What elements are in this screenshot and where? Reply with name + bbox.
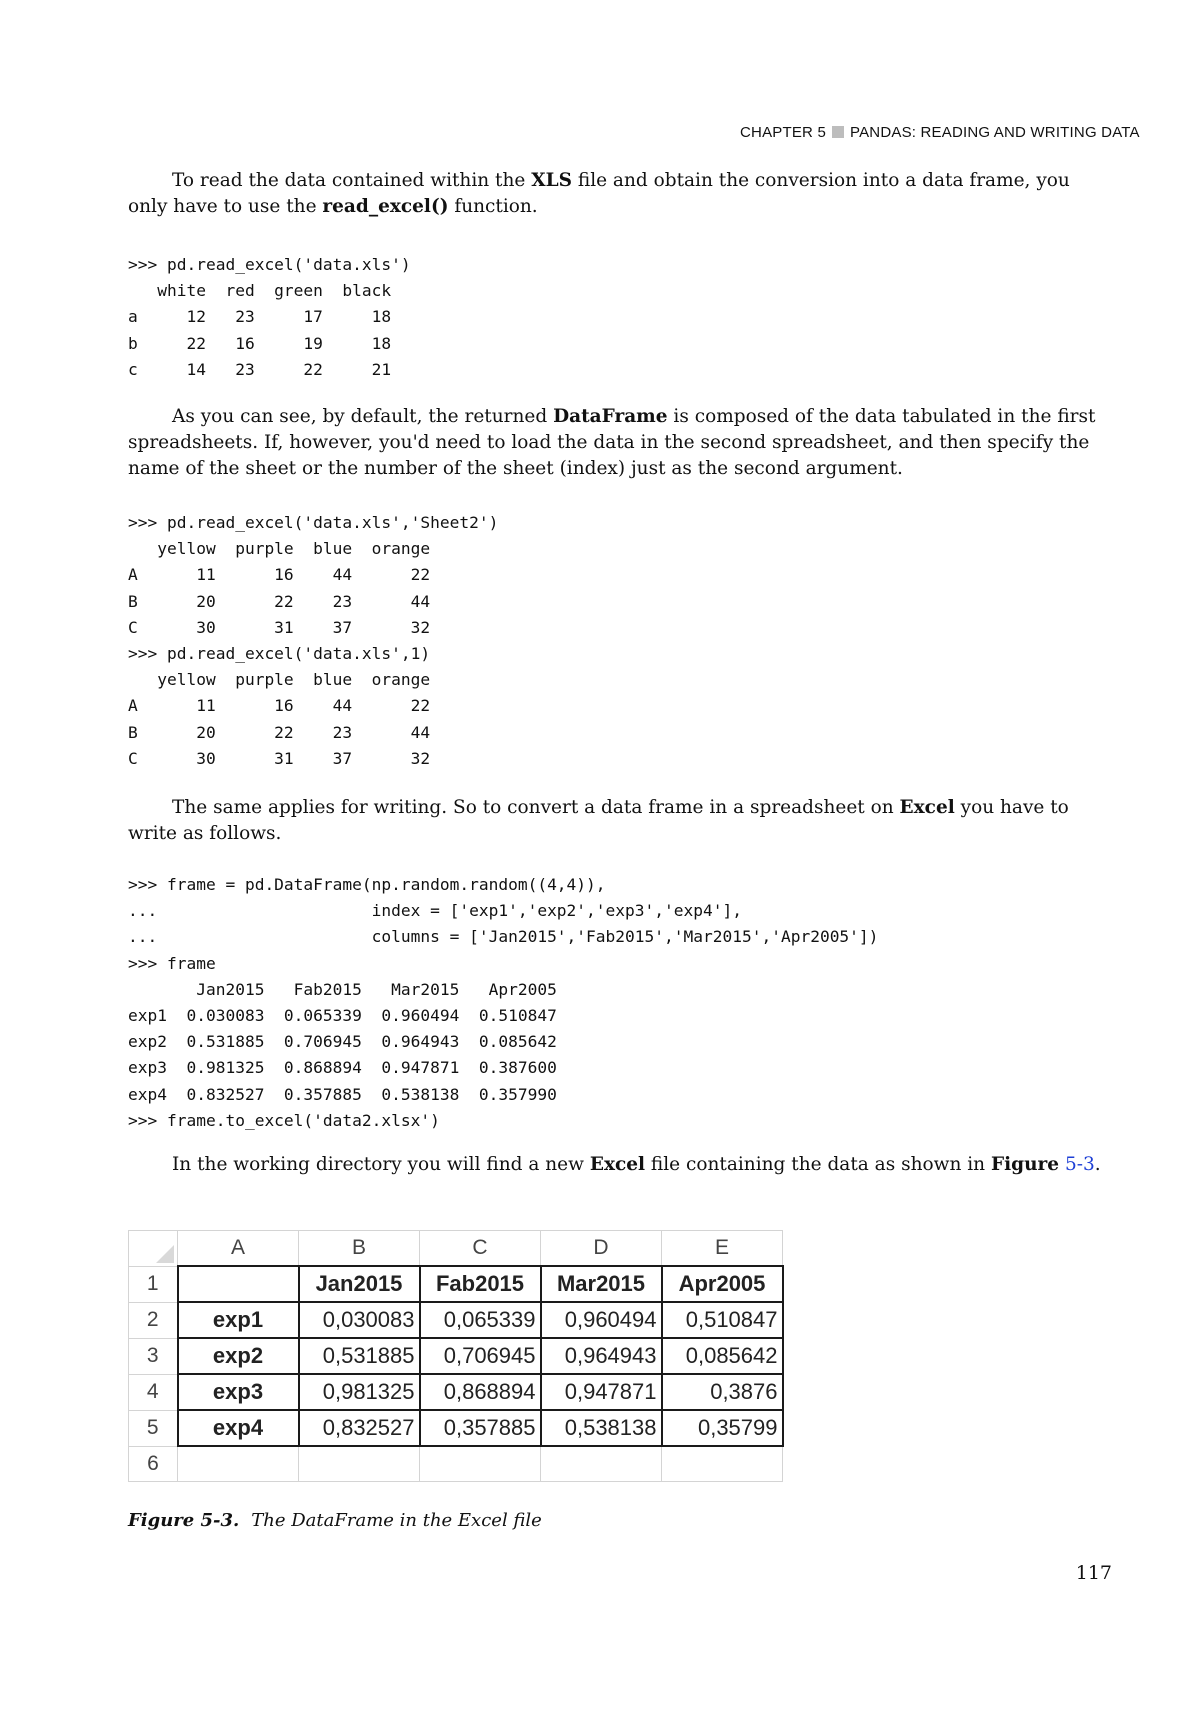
index-cell: exp2: [178, 1338, 299, 1374]
value-cell: 0,868894: [420, 1374, 541, 1410]
para4-text-1: In the working directory you will find a new: [172, 1154, 590, 1175]
header-cell: Mar2015: [541, 1266, 662, 1302]
index-cell: exp3: [178, 1374, 299, 1410]
para2-bold-dataframe: DataFrame: [553, 406, 668, 427]
select-all-corner: [129, 1231, 178, 1267]
header-cell: Fab2015: [420, 1266, 541, 1302]
excel-spreadsheet-figure: [128, 1230, 784, 1482]
para1-text-1: To read the data contained within the: [172, 170, 532, 191]
value-cell: 0,832527: [299, 1410, 420, 1446]
column-header: D: [541, 1231, 662, 1267]
paragraph-working-directory: [128, 1152, 1112, 1178]
row-number: 6: [129, 1446, 178, 1482]
header-separator-square: [832, 126, 844, 138]
value-cell: 0,510847: [662, 1302, 783, 1338]
chapter-label: CHAPTER 5: [740, 124, 826, 141]
code-block-sheet2: >>> pd.read_excel('data.xls','Sheet2') yellow purple blue orange A 11 16 44 22 B 20 22 23 44 C 30 31 37 32 >>> pd.read_excel('data.xls',1) yellow purple blue orange A 11 16 44 22 B 20 22 23 44 C 30 31 37 32: [128, 513, 499, 768]
sheet-row: [129, 1302, 783, 1338]
paragraph-read-excel: [128, 168, 1112, 220]
row-number: 4: [129, 1374, 178, 1410]
column-header-row: [129, 1231, 783, 1267]
para1-text-3: function.: [448, 196, 538, 217]
index-cell: exp4: [178, 1410, 299, 1446]
row-number: 3: [129, 1338, 178, 1374]
column-header: A: [178, 1231, 299, 1267]
index-cell: exp1: [178, 1302, 299, 1338]
empty-cell: [541, 1446, 662, 1482]
sheet-row: [129, 1374, 783, 1410]
para2-text-1: As you can see, by default, the returned: [172, 406, 554, 427]
column-header: C: [420, 1231, 541, 1267]
value-cell: 0,3876: [662, 1374, 783, 1410]
value-cell: 0,960494: [541, 1302, 662, 1338]
value-cell: 0,964943: [541, 1338, 662, 1374]
value-cell: 0,357885: [420, 1410, 541, 1446]
sheet-row: [129, 1266, 783, 1302]
value-cell: 0,538138: [541, 1410, 662, 1446]
para4-text-2: file containing the data as shown in: [645, 1154, 991, 1175]
sheet-row: [129, 1446, 783, 1482]
empty-cell: [420, 1446, 541, 1482]
para3-text-1: The same applies for writing. So to convert a data frame in a spreadsheet on: [172, 797, 900, 818]
column-header: E: [662, 1231, 783, 1267]
figure-link[interactable]: 5-3: [1064, 1154, 1095, 1175]
sheet-row: [129, 1410, 783, 1446]
value-cell: 0,065339: [420, 1302, 541, 1338]
para1-text-2: file and obtain the conversion into a data frame, you only have to use the: [128, 170, 1070, 217]
sheet-row: [129, 1338, 783, 1374]
chapter-title: PANDAS: READING AND WRITING DATA: [850, 124, 1140, 141]
row-number: 2: [129, 1302, 178, 1338]
value-cell: 0,531885: [299, 1338, 420, 1374]
paragraph-default-sheet: [128, 404, 1112, 482]
code-block-to-excel: >>> frame = pd.DataFrame(np.random.random((4,4)), ... index = ['exp1','exp2','exp3','exp4'], ... columns = ['Jan2015','Fab2015','Mar2015','Apr2005']) >>> frame Jan2015 Fab2015 Mar2015 Apr2005 exp1 0.030083 0.065339 0.960494 0.510847 exp2 0.531885 0.706945 0.964943 0.085642 exp3 0.981325 0.868894 0.947871 0.387600 exp4 0.832527 0.357885 0.538138 0.357990 >>> frame.to_excel('data2.xlsx'): [128, 875, 879, 1130]
para1-bold-function: read_excel(): [322, 196, 449, 217]
paragraph-writing: [128, 795, 1112, 847]
row-number: 1: [129, 1266, 178, 1302]
para2-text-2: is composed of the data tabulated in the first spreadsheets. If, however, you'd need to load the data in the second spreadsheet, and then specify the name of the sheet or the number of the sheet (index) just as the second argument.: [128, 406, 1096, 479]
para4-bold-figure: Figure: [990, 1154, 1060, 1175]
value-cell: 0,085642: [662, 1338, 783, 1374]
empty-cell: [662, 1446, 783, 1482]
value-cell: 0,947871: [541, 1374, 662, 1410]
para1-bold-xls: XLS: [531, 170, 572, 191]
para3-text-2: you have to write as follows.: [128, 797, 1069, 844]
cell-empty-header: [178, 1266, 299, 1302]
header-cell: Apr2005: [662, 1266, 783, 1302]
page-number: 117: [1075, 1562, 1112, 1584]
header-cell: Jan2015: [299, 1266, 420, 1302]
row-number: 5: [129, 1410, 178, 1446]
figure-caption-label: Figure 5-3.: [128, 1510, 240, 1531]
empty-cell: [299, 1446, 420, 1482]
code-block-read-excel: >>> pd.read_excel('data.xls') white red green black a 12 23 17 18 b 22 16 19 18 c 14 23 22 21: [128, 255, 411, 379]
value-cell: 0,706945: [420, 1338, 541, 1374]
para4-bold-excel: Excel: [589, 1154, 646, 1175]
figure-caption-text: The DataFrame in the Excel file: [251, 1510, 542, 1531]
figure-caption: [128, 1510, 542, 1531]
para4-text-3: .: [1094, 1154, 1101, 1175]
value-cell: 0,030083: [299, 1302, 420, 1338]
value-cell: 0,981325: [299, 1374, 420, 1410]
column-header: B: [299, 1231, 420, 1267]
para3-bold-excel: Excel: [899, 797, 955, 818]
running-header: [740, 124, 1140, 141]
value-cell: 0,35799: [662, 1410, 783, 1446]
empty-cell: [178, 1446, 299, 1482]
